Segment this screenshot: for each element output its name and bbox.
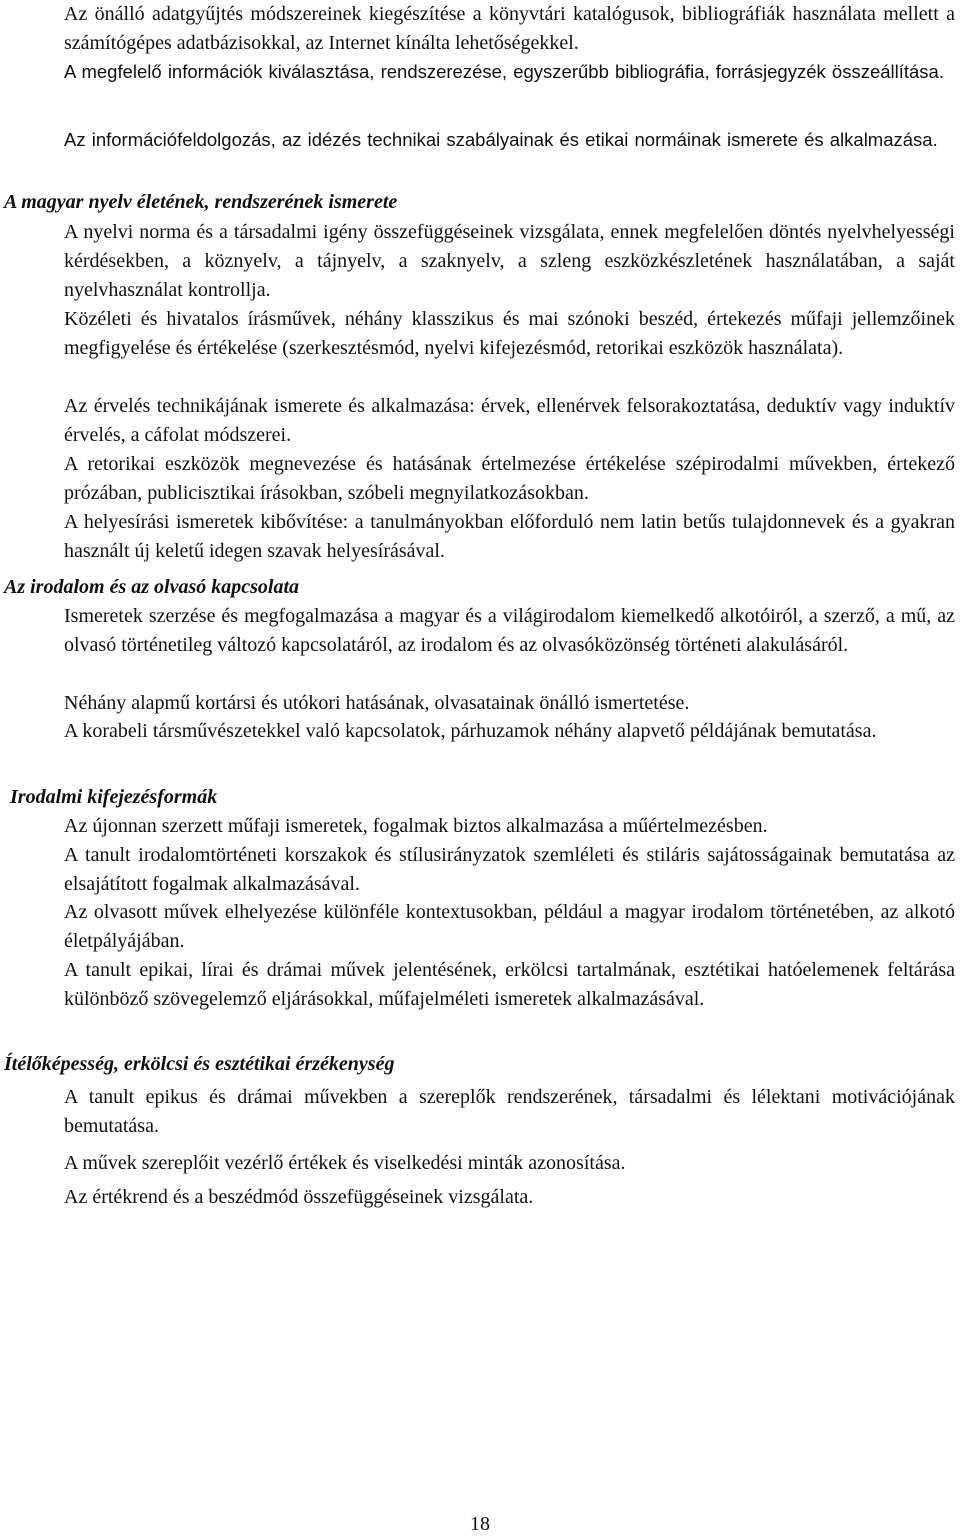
section-heading: A magyar nyelv életének, rendszerének ismerete — [4, 191, 398, 213]
paragraph: A korabeli társművészetekkel való kapcsolatok, párhuzamok néhány alapvető példájának bemutatása. — [64, 720, 877, 742]
paragraph: Az újonnan szerzett műfaji ismeretek, fogalmak biztos alkalmazása a műértelmezésben. — [64, 815, 768, 837]
paragraph: A tanult irodalomtörténeti korszakok és stílusirányzatok szemléleti és stiláris sajátosságainak bemutatása az elsajátított fogalmak alkalmazásával. — [64, 844, 955, 895]
paragraph: Az információfeldolgozás, az idézés technikai szabályainak és etikai normáinak ismerete és alkalmazása. — [64, 129, 938, 150]
section-heading: Ítélőképesség, erkölcsi és esztétikai érzékenység — [4, 1053, 395, 1075]
paragraph: A helyesírási ismeretek kibővítése: a tanulmányokban előforduló nem latin betűs tulajdonnevek és a gyakran használt új keletű idegen szavak helyesírásával. — [64, 511, 955, 562]
paragraph: Közéleti és hivatalos írásművek, néhány klasszikus és mai szónoki beszéd, értekezés műfaji jellemzőinek megfigyelése és értékelése (szerkesztésmód, nyelvi kifejezésmód, retorikai eszközök használata). — [64, 308, 955, 359]
paragraph: Néhány alapmű kortársi és utókori hatásának, olvasatainak önálló ismertetése. — [64, 692, 690, 714]
paragraph: A megfelelő információk kiválasztása, rendszerezése, egyszerűbb bibliográfia, forrásjegyzék összeállítása. — [64, 61, 944, 82]
paragraph: Ismeretek szerzése és megfogalmazása a magyar és a világirodalom kiemelkedő alkotóiról, a szerző, a mű, az olvasó történetileg változó kapcsolatáról, az irodalom és az olvasóközönség történeti alakulásáról. — [64, 605, 955, 656]
paragraph: Az érvelés technikájának ismerete és alkalmazása: érvek, ellenérvek felsorakoztatása, deduktív vagy induktív érvelés, a cáfolat módszerei. — [64, 395, 955, 446]
paragraph: Az értékrend és a beszédmód összefüggéseinek vizsgálata. — [64, 1186, 534, 1208]
paragraph: A nyelvi norma és a társadalmi igény összefüggéseinek vizsgálata, ennek megfelelően döntés nyelvhelyességi kérdésekben, a köznyelv, a tájnyelv, a szaknyelv, a szleng eszközkészletének használatában, a saját nyelvhasználat kontrollja. — [64, 221, 955, 301]
paragraph: A tanult epikus és drámai művekben a szereplők rendszerének, társadalmi és lélektani motivációjának bemutatása. — [64, 1086, 955, 1137]
paragraph: A tanult epikai, lírai és drámai művek jelentésének, erkölcsi tartalmának, esztétikai hatóelemenek feltárása különböző szövegelemző eljárásokkal, műfajelméleti ismeretek alkalmazásával. — [64, 959, 955, 1010]
section-heading: Az irodalom és az olvasó kapcsolata — [4, 576, 300, 598]
paragraph: A művek szereplőit vezérlő értékek és viselkedési minták azonosítása. — [64, 1152, 626, 1174]
section-heading: Irodalmi kifejezésformák — [10, 786, 218, 808]
paragraph: A retorikai eszközök megnevezése és hatásának értelmezése értékelése szépirodalmi művekben, értekező prózában, publicisztikai írásokban, szóbeli megnyilatkozásokban. — [64, 453, 955, 504]
page-number: 18 — [470, 1513, 490, 1535]
paragraph: Az önálló adatgyűjtés módszereinek kiegészítése a könyvtári katalógusok, bibliográfiák használata mellett a számítógépes adatbázisokkal, az Internet kínálta lehetőségekkel. — [64, 3, 955, 54]
paragraph: Az olvasott művek elhelyezése különféle kontextusokban, például a magyar irodalom történetében, az alkotó életpályájában. — [64, 901, 955, 952]
